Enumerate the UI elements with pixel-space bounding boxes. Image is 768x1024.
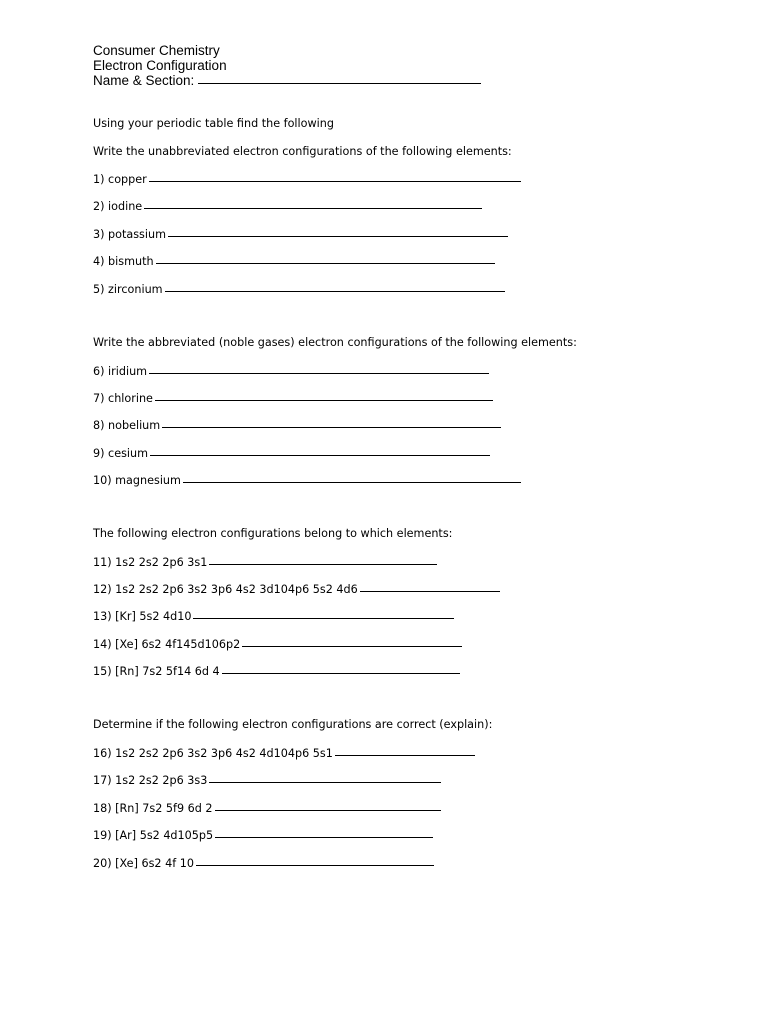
answer-blank [168, 226, 508, 237]
question-label: 7) chlorine [93, 392, 153, 405]
question-label: 13) [Kr] 5s2 4d10 [93, 610, 192, 623]
question-label: 1) copper [93, 173, 147, 186]
question-16 [93, 746, 475, 761]
question-label: 10) magnesium [93, 474, 181, 487]
question-20 [93, 856, 434, 871]
question-label: 18) [Rn] 7s2 5f9 6d 2 [93, 802, 213, 815]
question-17 [93, 773, 441, 788]
question-15 [93, 664, 460, 679]
question-label: 17) 1s2 2s2 2p6 3s3 [93, 774, 208, 787]
question-label: 9) cesium [93, 447, 148, 460]
question-7 [93, 391, 493, 406]
question-label: 16) 1s2 2s2 2p6 3s2 3p6 4s2 4d104p6 5s1 [93, 747, 333, 760]
question-14 [93, 637, 462, 652]
question-5 [93, 282, 505, 297]
question-label: 6) iridium [93, 365, 148, 378]
intro-instruction: Using your periodic table find the following [93, 117, 334, 130]
question-19 [93, 828, 433, 843]
answer-blank [196, 855, 434, 866]
answer-blank [222, 663, 460, 674]
answer-blank [183, 472, 521, 483]
answer-blank [162, 417, 501, 428]
answer-blank [360, 581, 500, 592]
answer-blank [149, 171, 521, 182]
question-12 [93, 582, 500, 597]
name-section-label: Name & Section: [93, 73, 195, 88]
answer-blank [149, 363, 489, 374]
name-section-blank [198, 73, 481, 84]
question-label: 20) [Xe] 6s2 4f 10 [93, 857, 194, 870]
answer-blank [165, 281, 505, 292]
question-18 [93, 801, 441, 816]
question-label: 12) 1s2 2s2 2p6 3s2 3p6 4s2 3d104p6 5s2 4d6 [93, 583, 358, 596]
question-label: 3) potassium [93, 228, 166, 241]
answer-blank [150, 445, 490, 456]
question-6 [93, 364, 489, 379]
question-label: 5) zirconium [93, 283, 163, 296]
answer-blank [209, 554, 437, 565]
answer-blank [155, 390, 493, 401]
question-label: 8) nobelium [93, 419, 161, 432]
answer-blank [209, 772, 441, 783]
question-3 [93, 227, 508, 242]
answer-blank [215, 827, 433, 838]
section-heading-abbreviated: Write the abbreviated (noble gases) electron configurations of the following elements: [93, 336, 577, 349]
worksheet-topic: Electron Configuration [93, 58, 227, 73]
question-9 [93, 446, 490, 461]
answer-blank [335, 745, 475, 756]
name-section-row [93, 73, 481, 88]
question-4 [93, 254, 495, 269]
question-13 [93, 609, 454, 624]
question-label: 14) [Xe] 6s2 4f145d106p2 [93, 638, 241, 651]
section-heading-verify: Determine if the following electron configurations are correct (explain): [93, 718, 493, 731]
section-heading-unabbreviated: Write the unabbreviated electron configurations of the following elements: [93, 145, 512, 158]
question-label: 2) iodine [93, 200, 143, 213]
course-title: Consumer Chemistry [93, 43, 220, 58]
question-label: 19) [Ar] 5s2 4d105p5 [93, 829, 214, 842]
question-11 [93, 555, 437, 570]
answer-blank [144, 198, 482, 209]
answer-blank [156, 253, 495, 264]
answer-blank [242, 636, 462, 647]
answer-blank [193, 608, 454, 619]
question-label: 4) bismuth [93, 255, 154, 268]
answer-blank [215, 800, 441, 811]
question-1 [93, 172, 521, 187]
question-2 [93, 199, 482, 214]
question-label: 11) 1s2 2s2 2p6 3s1 [93, 556, 208, 569]
question-label: 15) [Rn] 7s2 5f14 6d 4 [93, 665, 220, 678]
question-8 [93, 418, 501, 433]
question-10 [93, 473, 521, 488]
section-heading-identify: The following electron configurations belong to which elements: [93, 527, 453, 540]
